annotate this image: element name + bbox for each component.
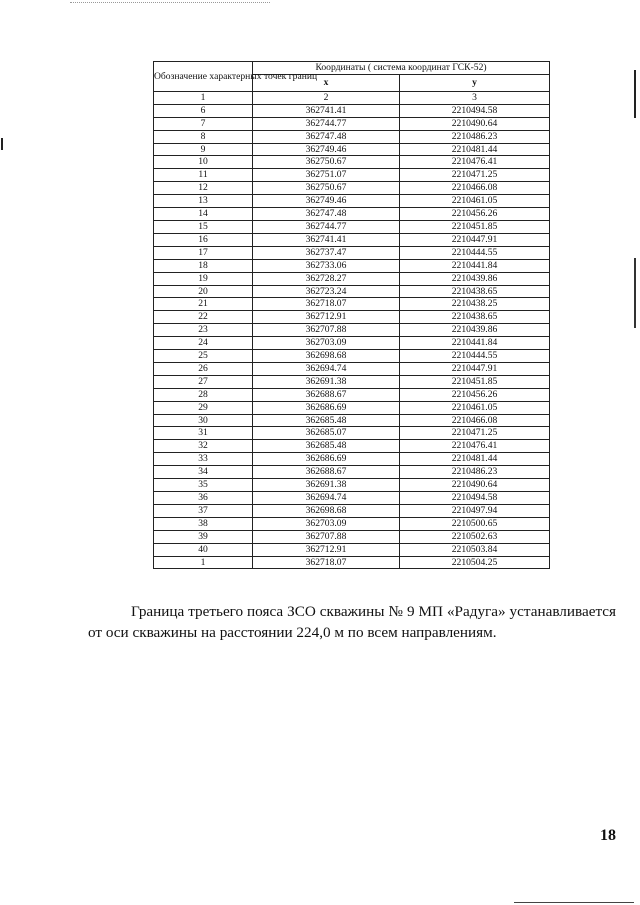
y-coordinate-cell: 2210461.05 (400, 401, 550, 414)
table-body (154, 104, 550, 569)
point-number-cell: 37 (154, 504, 253, 517)
table-row (154, 556, 550, 569)
x-coordinate-cell: 362749.46 (253, 195, 400, 208)
table-row (154, 208, 550, 221)
x-coordinate-cell: 362707.88 (253, 324, 400, 337)
column-number: 3 (400, 91, 550, 104)
header-point-designation: Обозначение характерных точек границ (154, 62, 253, 92)
y-coordinate-cell: 2210486.23 (400, 466, 550, 479)
table-row (154, 220, 550, 233)
y-coordinate-cell: 2210444.55 (400, 246, 550, 259)
coordinates-table (153, 61, 550, 569)
table-row (154, 143, 550, 156)
y-coordinate-cell: 2210439.86 (400, 272, 550, 285)
point-number-cell: 34 (154, 466, 253, 479)
scan-artifact-right (634, 70, 636, 118)
x-coordinate-cell: 362750.67 (253, 182, 400, 195)
point-number-cell: 22 (154, 311, 253, 324)
table-row (154, 337, 550, 350)
x-coordinate-cell: 362703.09 (253, 337, 400, 350)
point-number-cell: 14 (154, 208, 253, 221)
point-number-cell: 24 (154, 337, 253, 350)
paragraph-line-2: от оси скважины на расстоянии 224,0 м по всем направлениям. (88, 624, 497, 641)
x-coordinate-cell: 362750.67 (253, 156, 400, 169)
table-row (154, 492, 550, 505)
table-row (154, 130, 550, 143)
y-coordinate-cell: 2210466.08 (400, 414, 550, 427)
point-number-cell: 33 (154, 453, 253, 466)
point-number-cell: 36 (154, 492, 253, 505)
point-number-cell: 8 (154, 130, 253, 143)
point-number-cell: 20 (154, 285, 253, 298)
y-coordinate-cell: 2210439.86 (400, 324, 550, 337)
x-coordinate-cell: 362712.91 (253, 311, 400, 324)
point-number-cell: 30 (154, 414, 253, 427)
column-number: 2 (253, 91, 400, 104)
point-number-cell: 1 (154, 556, 253, 569)
y-coordinate-cell: 2210494.58 (400, 492, 550, 505)
y-coordinate-cell: 2210471.25 (400, 169, 550, 182)
y-coordinate-cell: 2210456.26 (400, 208, 550, 221)
y-coordinate-cell: 2210471.25 (400, 427, 550, 440)
x-coordinate-cell: 362686.69 (253, 401, 400, 414)
table-row (154, 117, 550, 130)
paragraph-line-1: Граница третьего пояса ЗСО скважины № 9 МП «Радуга» устанавливается (131, 603, 616, 620)
point-number-cell: 26 (154, 362, 253, 375)
x-coordinate-cell: 362694.74 (253, 362, 400, 375)
table-row (154, 453, 550, 466)
y-coordinate-cell: 2210500.65 (400, 517, 550, 530)
point-number-cell: 7 (154, 117, 253, 130)
header-x: х (253, 74, 400, 91)
y-coordinate-cell: 2210451.85 (400, 375, 550, 388)
point-number-cell: 6 (154, 104, 253, 117)
point-number-cell: 12 (154, 182, 253, 195)
x-coordinate-cell: 362747.48 (253, 130, 400, 143)
y-coordinate-cell: 2210502.63 (400, 530, 550, 543)
y-coordinate-cell: 2210486.23 (400, 130, 550, 143)
x-coordinate-cell: 362685.48 (253, 440, 400, 453)
point-number-cell: 15 (154, 220, 253, 233)
table-row (154, 324, 550, 337)
y-coordinate-cell: 2210466.08 (400, 182, 550, 195)
y-coordinate-cell: 2210441.84 (400, 337, 550, 350)
table-row (154, 414, 550, 427)
x-coordinate-cell: 362698.68 (253, 350, 400, 363)
x-coordinate-cell: 362744.77 (253, 220, 400, 233)
table-row (154, 504, 550, 517)
y-coordinate-cell: 2210503.84 (400, 543, 550, 556)
x-coordinate-cell: 362707.88 (253, 530, 400, 543)
y-coordinate-cell: 2210438.65 (400, 311, 550, 324)
point-number-cell: 19 (154, 272, 253, 285)
table-row (154, 530, 550, 543)
x-coordinate-cell: 362688.67 (253, 388, 400, 401)
y-coordinate-cell: 2210494.58 (400, 104, 550, 117)
y-coordinate-cell: 2210447.91 (400, 233, 550, 246)
point-number-cell: 25 (154, 350, 253, 363)
point-number-cell: 27 (154, 375, 253, 388)
y-coordinate-cell: 2210444.55 (400, 350, 550, 363)
x-coordinate-cell: 362718.07 (253, 298, 400, 311)
x-coordinate-cell: 362685.07 (253, 427, 400, 440)
x-coordinate-cell: 362747.48 (253, 208, 400, 221)
point-number-cell: 11 (154, 169, 253, 182)
header-y: у (400, 74, 550, 91)
x-coordinate-cell: 362737.47 (253, 246, 400, 259)
table-row (154, 543, 550, 556)
y-coordinate-cell: 2210490.64 (400, 117, 550, 130)
point-number-cell: 17 (154, 246, 253, 259)
point-number-cell: 21 (154, 298, 253, 311)
point-number-cell: 10 (154, 156, 253, 169)
point-number-cell: 18 (154, 259, 253, 272)
table-row (154, 479, 550, 492)
point-number-cell: 39 (154, 530, 253, 543)
x-coordinate-cell: 362744.77 (253, 117, 400, 130)
y-coordinate-cell: 2210490.64 (400, 479, 550, 492)
y-coordinate-cell: 2210456.26 (400, 388, 550, 401)
point-number-cell: 9 (154, 143, 253, 156)
x-coordinate-cell: 362703.09 (253, 517, 400, 530)
y-coordinate-cell: 2210476.41 (400, 440, 550, 453)
y-coordinate-cell: 2210438.25 (400, 298, 550, 311)
boundary-paragraph (88, 601, 616, 643)
x-coordinate-cell: 362691.38 (253, 375, 400, 388)
x-coordinate-cell: 362749.46 (253, 143, 400, 156)
table-row (154, 156, 550, 169)
x-coordinate-cell: 362718.07 (253, 556, 400, 569)
y-coordinate-cell: 2210441.84 (400, 259, 550, 272)
table-row (154, 246, 550, 259)
scan-artifact-bottom (514, 902, 634, 903)
table-row (154, 259, 550, 272)
table-row (154, 195, 550, 208)
x-coordinate-cell: 362741.41 (253, 104, 400, 117)
x-coordinate-cell: 362691.38 (253, 479, 400, 492)
y-coordinate-cell: 2210451.85 (400, 220, 550, 233)
y-coordinate-cell: 2210461.05 (400, 195, 550, 208)
column-number: 1 (154, 91, 253, 104)
point-number-cell: 38 (154, 517, 253, 530)
x-coordinate-cell: 362741.41 (253, 233, 400, 246)
x-coordinate-cell: 362712.91 (253, 543, 400, 556)
page-number: 18 (600, 827, 616, 844)
y-coordinate-cell: 2210438.65 (400, 285, 550, 298)
y-coordinate-cell: 2210481.44 (400, 143, 550, 156)
x-coordinate-cell: 362688.67 (253, 466, 400, 479)
x-coordinate-cell: 362685.48 (253, 414, 400, 427)
table-row (154, 401, 550, 414)
y-coordinate-cell: 2210447.91 (400, 362, 550, 375)
x-coordinate-cell: 362698.68 (253, 504, 400, 517)
table-row (154, 466, 550, 479)
scan-artifact-right-lower (634, 258, 636, 328)
table-row (154, 375, 550, 388)
table-row (154, 169, 550, 182)
x-coordinate-cell: 362728.27 (253, 272, 400, 285)
y-coordinate-cell: 2210504.25 (400, 556, 550, 569)
table-header-row (154, 62, 550, 75)
table-row (154, 350, 550, 363)
table-row (154, 104, 550, 117)
point-number-cell: 13 (154, 195, 253, 208)
point-number-cell: 35 (154, 479, 253, 492)
scan-artifact-left (1, 138, 3, 150)
table-row (154, 427, 550, 440)
point-number-cell: 29 (154, 401, 253, 414)
y-coordinate-cell: 2210497.94 (400, 504, 550, 517)
table-row (154, 311, 550, 324)
table-row (154, 440, 550, 453)
table-row (154, 362, 550, 375)
table-row (154, 285, 550, 298)
table-row (154, 233, 550, 246)
table-row (154, 517, 550, 530)
point-number-cell: 32 (154, 440, 253, 453)
point-number-cell: 40 (154, 543, 253, 556)
header-coordinate-system: Координаты ( система координат ГСК-52) (253, 62, 550, 75)
x-coordinate-cell: 362694.74 (253, 492, 400, 505)
table-row (154, 298, 550, 311)
point-number-cell: 28 (154, 388, 253, 401)
x-coordinate-cell: 362686.69 (253, 453, 400, 466)
point-number-cell: 31 (154, 427, 253, 440)
x-coordinate-cell: 362733.06 (253, 259, 400, 272)
x-coordinate-cell: 362723.24 (253, 285, 400, 298)
table-row (154, 182, 550, 195)
y-coordinate-cell: 2210481.44 (400, 453, 550, 466)
table-row (154, 272, 550, 285)
table-row (154, 388, 550, 401)
point-number-cell: 23 (154, 324, 253, 337)
point-number-cell: 16 (154, 233, 253, 246)
scan-artifact-top (70, 2, 270, 9)
column-number-row (154, 91, 550, 104)
y-coordinate-cell: 2210476.41 (400, 156, 550, 169)
x-coordinate-cell: 362751.07 (253, 169, 400, 182)
